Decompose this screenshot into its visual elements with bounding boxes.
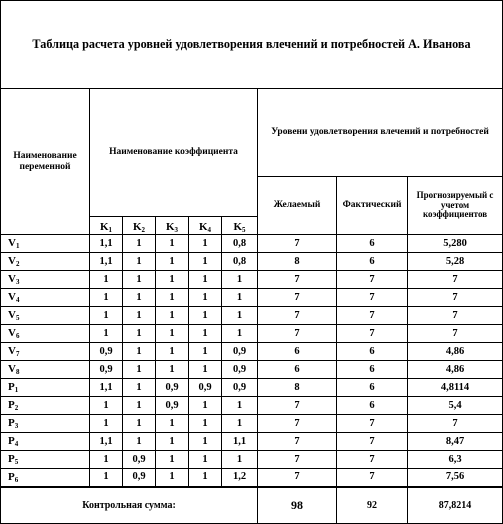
variable-cell — [1, 289, 90, 307]
actual-value: 6 — [337, 361, 408, 379]
total-label: Контрольная сумма: — [1, 487, 258, 524]
coefficient-value-k2: 1 — [123, 433, 156, 451]
actual-value: 7 — [337, 307, 408, 325]
coefficient-value-k2: 1 — [123, 253, 156, 271]
coefficient-value-k4: 1 — [189, 235, 222, 253]
coefficient-value-k2: 1 — [123, 325, 156, 343]
coefficient-value-k3: 1 — [156, 271, 189, 289]
variable-cell — [1, 325, 90, 343]
coefficient-header-k1 — [90, 217, 123, 235]
desired-value: 7 — [258, 451, 337, 469]
variable-cell — [1, 415, 90, 433]
coefficient-value-k4: 1 — [189, 307, 222, 325]
coefficient-value-k4: 1 — [189, 415, 222, 433]
coefficient-value-k3: 1 — [156, 325, 189, 343]
variable-letter: V — [8, 255, 16, 268]
desired-value: 6 — [258, 343, 337, 361]
coefficient-value-k4: 0,9 — [189, 379, 222, 397]
variable-letter: P — [8, 399, 15, 412]
coefficient-value-k4: 1 — [189, 361, 222, 379]
desired-value: 7 — [258, 415, 337, 433]
coefficient-header-k2 — [123, 217, 156, 235]
variable-index: 7 — [15, 350, 20, 359]
coefficient-value-k5: 1 — [222, 451, 258, 469]
coefficient-value-k4: 1 — [189, 271, 222, 289]
variable-cell — [1, 235, 90, 253]
coefficient-value-k2: 0,9 — [123, 451, 156, 469]
variable-index: 3 — [15, 278, 20, 287]
coefficient-index: 5 — [242, 225, 246, 234]
coefficient-value-k5: 1 — [222, 397, 258, 415]
variable-letter: V — [8, 363, 16, 376]
variable-cell — [1, 361, 90, 379]
coefficient-value-k3: 1 — [156, 361, 189, 379]
coefficient-header-k5 — [222, 217, 258, 235]
actual-value: 7 — [337, 415, 408, 433]
coefficient-value-k3: 1 — [156, 451, 189, 469]
forecast-value: 8,47 — [408, 433, 503, 451]
coefficient-value-k1: 1 — [90, 469, 123, 487]
coefficient-value-k4: 1 — [189, 343, 222, 361]
coefficient-index: 1 — [108, 225, 113, 234]
table-row — [1, 289, 503, 307]
variable-letter: V — [8, 345, 16, 358]
desired-value: 7 — [258, 469, 337, 487]
forecast-value: 4,86 — [408, 343, 503, 361]
table-row — [1, 433, 503, 451]
forecast-value: 5,28 — [408, 253, 503, 271]
variable-index: 1 — [15, 242, 20, 251]
coefficient-value-k3: 0,9 — [156, 379, 189, 397]
actual-value: 6 — [337, 343, 408, 361]
table-row — [1, 253, 503, 271]
coefficient-value-k2: 1 — [123, 415, 156, 433]
total-row — [1, 487, 503, 524]
variable-letter: V — [8, 291, 16, 304]
table-row — [1, 343, 503, 361]
coefficient-value-k1: 1 — [90, 271, 123, 289]
coefficient-value-k1: 0,9 — [90, 343, 123, 361]
coefficient-value-k1: 1 — [90, 397, 123, 415]
actual-value: 7 — [337, 289, 408, 307]
variable-index: 4 — [15, 296, 20, 305]
desired-value: 7 — [258, 307, 337, 325]
coefficient-value-k4: 1 — [189, 253, 222, 271]
coefficient-value-k4: 1 — [189, 451, 222, 469]
actual-value: 6 — [337, 397, 408, 415]
coefficient-value-k2: 1 — [123, 397, 156, 415]
forecast-value: 6,3 — [408, 451, 503, 469]
coefficient-value-k4: 1 — [189, 289, 222, 307]
desired-value: 8 — [258, 253, 337, 271]
coefficient-value-k5: 0,9 — [222, 343, 258, 361]
variable-index: 5 — [14, 458, 19, 467]
coefficient-header-k4 — [189, 217, 222, 235]
header-coefficient-name: Наименование коэффициента — [90, 89, 258, 217]
variable-cell — [1, 343, 90, 361]
coefficient-value-k5: 0,8 — [222, 253, 258, 271]
coefficient-index: 2 — [141, 225, 146, 234]
coefficient-value-k5: 1 — [222, 325, 258, 343]
variable-letter: P — [8, 381, 15, 394]
desired-value: 7 — [258, 289, 337, 307]
coefficient-value-k5: 0,8 — [222, 235, 258, 253]
variable-cell — [1, 379, 90, 397]
coefficient-letter: K — [99, 220, 109, 233]
table-row — [1, 271, 503, 289]
coefficient-letter: K — [165, 220, 175, 233]
coefficient-value-k2: 0,9 — [123, 469, 156, 487]
table-row — [1, 415, 503, 433]
actual-value: 7 — [337, 325, 408, 343]
variable-index: 8 — [15, 368, 20, 377]
coefficient-value-k2: 1 — [123, 307, 156, 325]
variable-cell — [1, 307, 90, 325]
forecast-value: 7 — [408, 289, 503, 307]
coefficient-value-k3: 0,9 — [156, 397, 189, 415]
coefficient-value-k2: 1 — [123, 361, 156, 379]
coefficient-value-k1: 1,1 — [90, 253, 123, 271]
table-title: Таблица расчета уровней удовлетворения влечений и потребностей А. Иванова — [1, 1, 503, 89]
forecast-value: 7 — [408, 325, 503, 343]
variable-index: 6 — [14, 476, 19, 485]
desired-value: 7 — [258, 271, 337, 289]
table-row — [1, 397, 503, 415]
coefficient-value-k1: 1 — [90, 307, 123, 325]
coefficient-value-k4: 1 — [189, 433, 222, 451]
desired-value: 7 — [258, 433, 337, 451]
coefficient-index: 3 — [174, 225, 179, 234]
variable-letter: V — [8, 309, 16, 322]
coefficient-value-k2: 1 — [123, 235, 156, 253]
header-actual: Фактический — [337, 177, 408, 235]
coefficient-value-k3: 1 — [156, 289, 189, 307]
forecast-value: 4,86 — [408, 361, 503, 379]
actual-value: 7 — [337, 433, 408, 451]
desired-value: 7 — [258, 235, 337, 253]
coefficient-value-k1: 0,9 — [90, 361, 123, 379]
table-row — [1, 379, 503, 397]
coefficient-index: 4 — [207, 225, 212, 234]
coefficient-value-k5: 1,2 — [222, 469, 258, 487]
variable-cell — [1, 451, 90, 469]
coefficient-value-k1: 1,1 — [90, 235, 123, 253]
table-row — [1, 307, 503, 325]
coefficient-value-k5: 1 — [222, 307, 258, 325]
coefficient-letter: K — [233, 220, 243, 233]
forecast-value: 7 — [408, 271, 503, 289]
forecast-value: 7,56 — [408, 469, 503, 487]
desired-value: 8 — [258, 379, 337, 397]
variable-index: 2 — [14, 404, 19, 413]
variable-letter: V — [8, 273, 16, 286]
variable-letter: P — [8, 453, 15, 466]
coefficient-value-k5: 1,1 — [222, 433, 258, 451]
table-row — [1, 361, 503, 379]
coefficient-value-k3: 1 — [156, 235, 189, 253]
coefficient-value-k3: 1 — [156, 253, 189, 271]
forecast-value: 5,4 — [408, 397, 503, 415]
coefficient-value-k4: 1 — [189, 397, 222, 415]
variable-cell — [1, 433, 90, 451]
table-row — [1, 235, 503, 253]
actual-value: 7 — [337, 451, 408, 469]
desired-value: 7 — [258, 397, 337, 415]
forecast-value: 4,8114 — [408, 379, 503, 397]
coefficient-value-k2: 1 — [123, 289, 156, 307]
coefficient-value-k1: 1,1 — [90, 433, 123, 451]
variable-cell — [1, 397, 90, 415]
coefficient-value-k2: 1 — [123, 271, 156, 289]
variable-index: 6 — [15, 332, 20, 341]
total-actual: 92 — [337, 487, 408, 524]
actual-value: 7 — [337, 271, 408, 289]
total-desired: 98 — [258, 487, 337, 524]
coefficient-letter: K — [132, 220, 142, 233]
coefficient-value-k3: 1 — [156, 469, 189, 487]
variable-cell — [1, 253, 90, 271]
coefficient-value-k2: 1 — [123, 343, 156, 361]
coefficient-header-k3 — [156, 217, 189, 235]
actual-value: 6 — [337, 379, 408, 397]
coefficient-value-k5: 0,9 — [222, 379, 258, 397]
table-row — [1, 451, 503, 469]
coefficient-value-k3: 1 — [156, 433, 189, 451]
coefficient-value-k4: 1 — [189, 469, 222, 487]
forecast-value: 5,280 — [408, 235, 503, 253]
variable-index: 1 — [14, 386, 19, 395]
coefficient-value-k5: 1 — [222, 289, 258, 307]
coefficient-value-k3: 1 — [156, 343, 189, 361]
variable-cell — [1, 469, 90, 487]
actual-value: 6 — [337, 253, 408, 271]
coefficient-value-k1: 1 — [90, 289, 123, 307]
variable-letter: P — [8, 417, 15, 430]
header-forecast: Прогнозируемый с учетом коэффициентов — [408, 177, 503, 235]
variable-letter: V — [8, 237, 16, 250]
actual-value: 6 — [337, 235, 408, 253]
actual-value: 7 — [337, 469, 408, 487]
coefficient-value-k4: 1 — [189, 325, 222, 343]
variable-index: 2 — [15, 260, 20, 269]
coefficient-value-k1: 1,1 — [90, 379, 123, 397]
coefficient-value-k1: 1 — [90, 415, 123, 433]
coefficient-value-k3: 1 — [156, 415, 189, 433]
coefficient-value-k2: 1 — [123, 379, 156, 397]
variable-letter: V — [8, 327, 16, 340]
variable-letter: P — [8, 435, 15, 448]
variable-letter: P — [8, 471, 15, 484]
variable-index: 5 — [15, 314, 20, 323]
forecast-value: 7 — [408, 415, 503, 433]
coefficient-letter: K — [198, 220, 208, 233]
table-row — [1, 469, 503, 487]
variable-index: 4 — [14, 440, 19, 449]
variable-cell — [1, 271, 90, 289]
variable-index: 3 — [14, 422, 19, 431]
coefficient-value-k1: 1 — [90, 325, 123, 343]
coefficient-value-k1: 1 — [90, 451, 123, 469]
forecast-value: 7 — [408, 307, 503, 325]
total-forecast: 87,8214 — [408, 487, 503, 524]
coefficient-value-k5: 1 — [222, 271, 258, 289]
table-row — [1, 325, 503, 343]
coefficient-value-k3: 1 — [156, 307, 189, 325]
header-variable-name: Наименование переменной — [1, 89, 90, 235]
header-desired: Желаемый — [258, 177, 337, 235]
coefficient-value-k5: 1 — [222, 415, 258, 433]
header-levels: Уровени удовлетворения влечений и потребностей — [258, 89, 503, 177]
desired-value: 6 — [258, 361, 337, 379]
desired-value: 7 — [258, 325, 337, 343]
coefficient-value-k5: 0,9 — [222, 361, 258, 379]
